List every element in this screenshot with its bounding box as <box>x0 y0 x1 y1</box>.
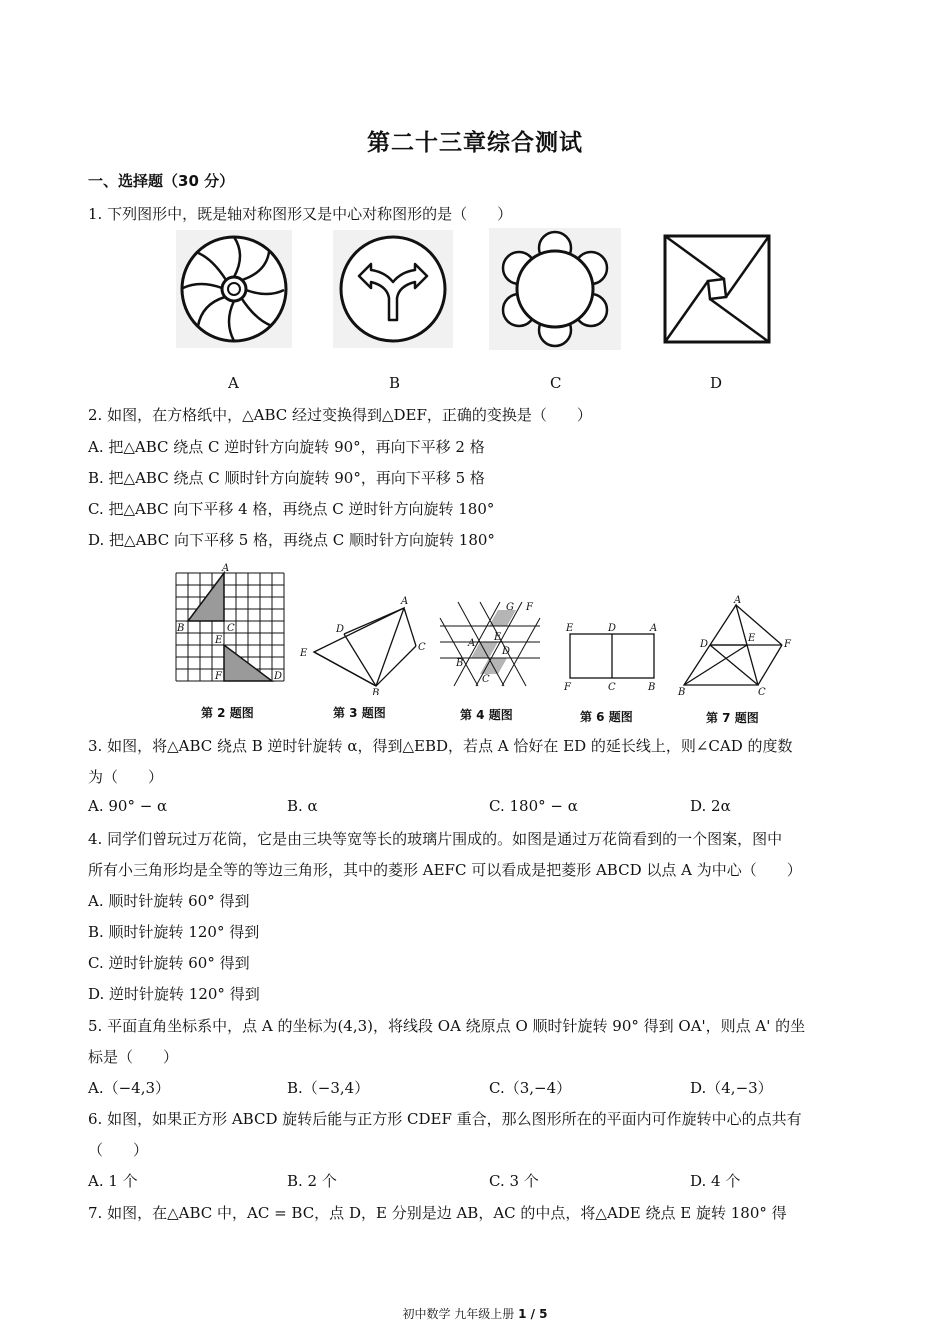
svg-text:C: C <box>608 682 616 692</box>
q6-option-d: D. 4 个 <box>690 1172 741 1190</box>
section-heading: 一、选择题（30 分） <box>88 172 235 190</box>
fig-q6-squares <box>560 620 664 696</box>
q2-option-c: C. 把△ABC 向下平移 4 格，再绕点 C 逆时针方向旋转 180° <box>88 500 495 518</box>
svg-text:F: F <box>784 639 791 650</box>
q3-stem-line1: 3. 如图，将△ABC 绕点 B 逆时针旋转 α，得到△EBD，若点 A 恰好在 ED 的延长线上，则∠CAD 的度数 <box>88 737 793 755</box>
fig-caption-q6: 第 6 题图 <box>580 710 633 724</box>
q3-option-a: A. 90° − α <box>88 797 168 815</box>
svg-text:E: E <box>300 648 308 659</box>
svg-text:A: A <box>650 623 658 634</box>
fig-caption-q3: 第 3 题图 <box>333 706 386 720</box>
q2-stem: 2. 如图，在方格纸中，△ABC 经过变换得到△DEF，正确的变换是（ ） <box>88 406 592 424</box>
q3-stem-line2: 为（ ） <box>88 768 164 786</box>
svg-text:E: E <box>494 632 502 643</box>
svg-text:B: B <box>678 687 686 698</box>
q5-option-d: D.（4,−3） <box>690 1079 773 1097</box>
q5-option-c: C.（3,−4） <box>489 1079 572 1097</box>
svg-text:B: B <box>372 688 380 695</box>
q1-label-c: C <box>550 374 562 392</box>
q3-option-b: B. α <box>287 797 318 815</box>
footer-text: 初中数学 九年级上册 <box>402 1307 519 1321</box>
fig-q3-triangles <box>296 590 430 699</box>
svg-text:F: F <box>215 671 222 682</box>
q2-option-b: B. 把△ABC 绕点 C 顺时针方向旋转 90°，再向下平移 5 格 <box>88 469 485 487</box>
svg-text:A: A <box>401 596 409 607</box>
svg-text:A: A <box>222 563 230 574</box>
q5-option-a: A.（−4,3） <box>88 1079 171 1097</box>
svg-text:D: D <box>700 639 709 650</box>
svg-text:B: B <box>456 658 464 669</box>
svg-text:D: D <box>608 623 617 634</box>
q2-option-a: A. 把△ABC 绕点 C 逆时针方向旋转 90°，再向下平移 2 格 <box>88 438 485 456</box>
q3-option-d: D. 2α <box>690 797 731 815</box>
svg-text:C: C <box>758 687 766 698</box>
q1-figure-c <box>489 228 621 354</box>
page-footer <box>0 1305 950 1322</box>
q3-option-c: C. 180° − α <box>489 797 578 815</box>
q4-option-d: D. 逆时针旋转 120° 得到 <box>88 985 260 1003</box>
svg-text:C: C <box>227 623 235 634</box>
fig-caption-q7: 第 7 题图 <box>706 711 759 725</box>
q5-option-b: B.（−3,4） <box>287 1079 370 1097</box>
q4-stem-line1: 4. 同学们曾玩过万花筒，它是由三块等宽等长的玻璃片围成的。如图是通过万花筒看到的一个图案，图中 <box>88 830 783 848</box>
q4-option-c: C. 逆时针旋转 60° 得到 <box>88 954 250 972</box>
svg-text:D: D <box>274 671 283 682</box>
q1-figure-a <box>176 230 292 352</box>
q5-stem-line1: 5. 平面直角坐标系中，点 A 的坐标为(4,3)，将线段 OA 绕原点 O 顺时针旋转 90° 得到 OA'，则点 A' 的坐 <box>88 1017 806 1035</box>
q6-option-b: B. 2 个 <box>287 1172 337 1190</box>
q6-option-a: A. 1 个 <box>88 1172 138 1190</box>
q6-stem-line2: （ ） <box>88 1141 149 1159</box>
q2-option-d: D. 把△ABC 向下平移 5 格，再绕点 C 顺时针方向旋转 180° <box>88 531 495 549</box>
page-number: 1 / 5 <box>518 1307 548 1321</box>
q4-stem-line2: 所有小三角形均是全等的等边三角形，其中的菱形 AEFC 可以看成是把菱形 ABCD 以点 A 为中心（ ） <box>88 861 802 879</box>
svg-text:B: B <box>177 623 185 634</box>
svg-text:G: G <box>506 602 514 613</box>
q1-label-b: B <box>389 374 401 392</box>
page-title: 第二十三章综合测试 <box>367 130 583 156</box>
q1-figure-b <box>333 230 453 352</box>
svg-text:B: B <box>648 682 656 692</box>
q6-option-c: C. 3 个 <box>489 1172 539 1190</box>
svg-text:C: C <box>418 642 426 653</box>
fig-q4-kaleidoscope <box>438 598 542 692</box>
svg-text:C: C <box>482 674 490 685</box>
fig-q2-grid <box>172 563 290 697</box>
svg-text:F: F <box>564 682 571 692</box>
svg-text:F: F <box>526 602 533 613</box>
svg-text:D: D <box>502 646 511 657</box>
q1-label-d: D <box>710 374 723 392</box>
q1-label-a: A <box>228 374 239 392</box>
q4-option-b: B. 顺时针旋转 120° 得到 <box>88 923 260 941</box>
q6-stem-line1: 6. 如图，如果正方形 ABCD 旋转后能与正方形 CDEF 重合，那么图形所在的平面内可作旋转中心的点共有 <box>88 1110 802 1128</box>
svg-text:E: E <box>748 633 756 644</box>
svg-text:D: D <box>336 624 345 635</box>
q4-option-a: A. 顺时针旋转 60° 得到 <box>88 892 250 910</box>
fig-caption-q4: 第 4 题图 <box>460 708 513 722</box>
svg-text:E: E <box>566 623 574 634</box>
q7-stem: 7. 如图，在△ABC 中，AC = BC，点 D，E 分别是边 AB，AC 的中点，将△ADE 绕点 E 旋转 180° 得 <box>88 1204 787 1222</box>
fig-caption-q2: 第 2 题图 <box>201 706 254 720</box>
q1-figure-d <box>662 233 772 349</box>
svg-text:A: A <box>468 638 476 649</box>
fig-q7-triangle <box>674 595 792 703</box>
q5-stem-line2: 标是（ ） <box>88 1048 179 1066</box>
q1-stem: 1. 下列图形中，既是轴对称图形又是中心对称图形的是（ ） <box>88 205 513 223</box>
svg-text:A: A <box>734 595 742 606</box>
svg-text:E: E <box>215 635 223 646</box>
